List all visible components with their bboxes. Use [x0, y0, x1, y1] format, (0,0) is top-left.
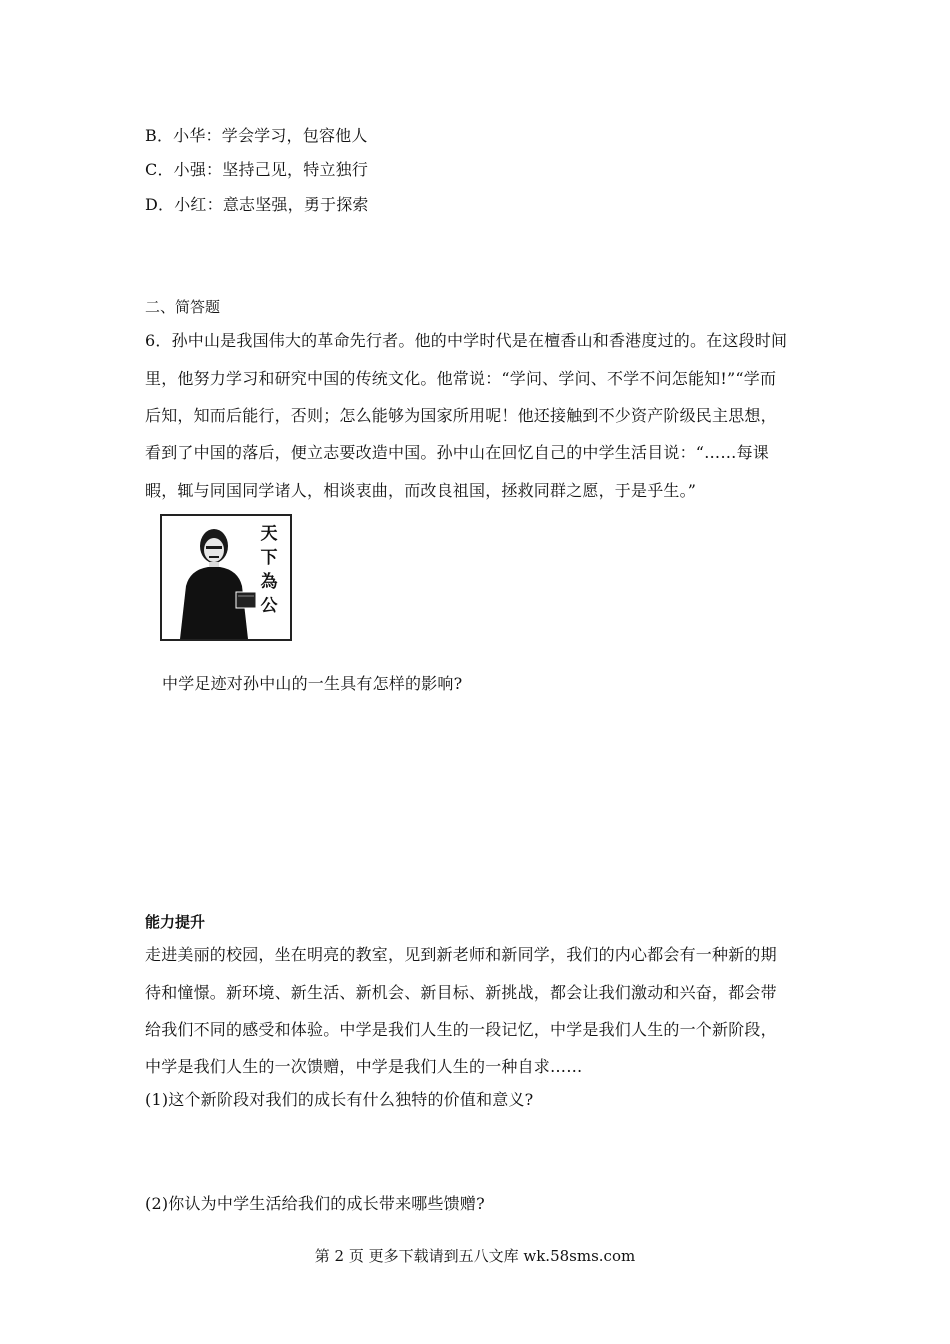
calligraphy-char-2: 下 [260, 548, 278, 568]
ability-passage-line-4: 中学是我们人生的一次馈赠，中学是我们人生的一种自求…… [145, 1057, 583, 1076]
question-6-line-4: 看到了中国的落后，便立志要改造中国。孙中山在回忆自己的中学生活目说：“……每课 [145, 443, 769, 462]
ability-passage-line-1: 走进美丽的校园，坐在明亮的教室，见到新老师和新同学，我们的内心都会有一种新的期 [145, 945, 777, 964]
section-heading-ability: 能力提升 [145, 913, 206, 931]
page-footer: 第 2 页 更多下载请到五八文库 wk.58sms.com [314, 1247, 636, 1265]
ability-question-1: (1)这个新阶段对我们的成长有什么独特的价值和意义? [145, 1090, 534, 1109]
section-heading-short-answer: 二、简答题 [145, 298, 221, 316]
calligraphy-char-4: 公 [260, 596, 278, 616]
ability-question-2: (2)你认为中学生活给我们的成长带来哪些馈赠? [145, 1194, 485, 1213]
question-6-prompt: 中学足迹对孙中山的一生具有怎样的影响? [162, 674, 463, 693]
ability-passage-line-2: 待和憧憬。新环境、新生活、新机会、新目标、新挑战，都会让我们激动和兴奋，都会带 [145, 983, 777, 1002]
question-6-line-1: 6．孙中山是我国伟大的革命先行者。他的中学时代是在檀香山和香港度过的。在这段时间 [145, 331, 788, 350]
sun-yat-sen-photo [160, 514, 292, 641]
question-6-line-3: 后知，知而后能行，否则；怎么能够为国家所用呢！他还接触到不少资产阶级民主思想， [145, 406, 777, 425]
option-d: D．小红：意志坚强，勇于探索 [145, 195, 369, 214]
calligraphy-char-1: 天 [260, 524, 278, 544]
calligraphy-inscription [256, 522, 282, 618]
option-c: C．小强：坚持己见，特立独行 [145, 160, 369, 179]
calligraphy-char-3: 為 [260, 572, 278, 592]
option-b: B．小华：学会学习，包容他人 [145, 126, 368, 145]
question-6-line-2: 里，他努力学习和研究中国的传统文化。他常说：“学问、学问、不学不问怎能知!”“学而 [145, 369, 777, 388]
ability-passage-line-3: 给我们不同的感受和体验。中学是我们人生的一段记忆，中学是我们人生的一个新阶段， [145, 1020, 777, 1039]
question-6-line-5: 暇，辄与同国同学诸人，相谈衷曲，而改良祖国，拯救同群之愿，于是乎生。” [145, 481, 697, 500]
